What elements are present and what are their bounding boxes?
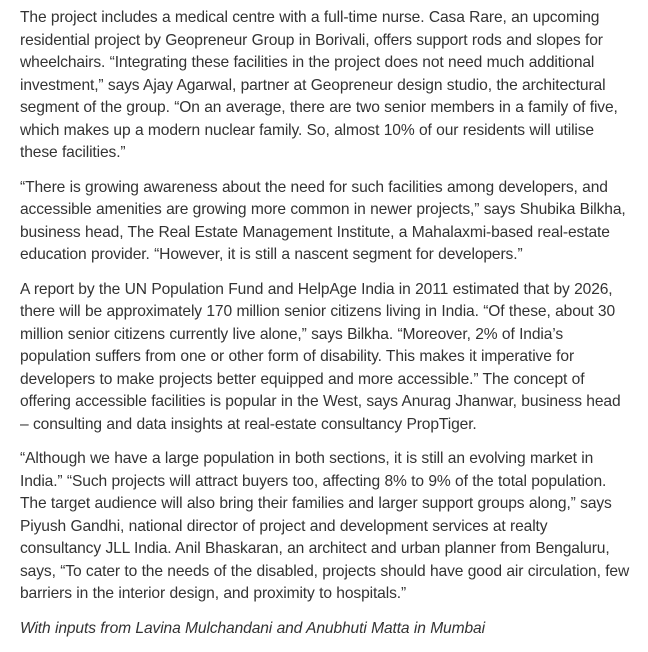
paragraph-medical-centre: The project includes a medical centre with a full-time nurse. Casa Rare, an upcoming residential project by Geopreneur Group in Borivali, offers support rods and slopes for wheelchairs. “Integrating these facilities in the project does not need much additional investment,” says Ajay Agarwal, partner at Geopreneur design studio, the architectural segment of the group. “On an average, there are two senior members in a family of five, which makes up a modern nuclear family. So, almost 10% of our residents will utilise these facilities.” <box>20 9 618 161</box>
article-body <box>20 7 632 640</box>
paragraph-evolving-market: “Although we have a large population in both sections, it is still an evolving market in India.” “Such projects will attract buyers too, affecting 8% to 9% of the total population. The target audience will also bring their families and larger support groups along,” says Piyush Gandhi, national director of project and development services at realty consultancy JLL India. Anil Bhaskaran, an architect and urban planner from Bengaluru, says, “To cater to the needs of the disabled, projects should have good air circulation, few barriers in the interior design, and proximity to hospitals.” <box>20 450 630 602</box>
paragraph-growing-awareness: “There is growing awareness about the need for such facilities among developers, and accessible amenities are growing more common in newer projects,” says Shubika Bilkha, business head, The Real Estate Management Institute, a Mahalaxmi-based real-estate education provider. “However, it is still a nascent segment for developers.” <box>20 178 626 263</box>
author-credit: With inputs from Lavina Mulchandani and Anubhuti Matta in Mumbai <box>20 619 485 637</box>
paragraph-un-report: A report by the UN Population Fund and HelpAge India in 2011 estimated that by 2026, there will be approximately 170 million senior citizens living in India. “Of these, about 30 million senior citizens currently live alone,” says Bilkha. “Moreover, 2% of India’s population suffers from one or other form of disability. This makes it imperative for developers to make projects better equipped and more accessible.” The concept of offering accessible facilities is popular in the West, says Anurag Jhanwar, business head – consulting and data insights at real-estate consultancy PropTiger. <box>20 280 621 433</box>
